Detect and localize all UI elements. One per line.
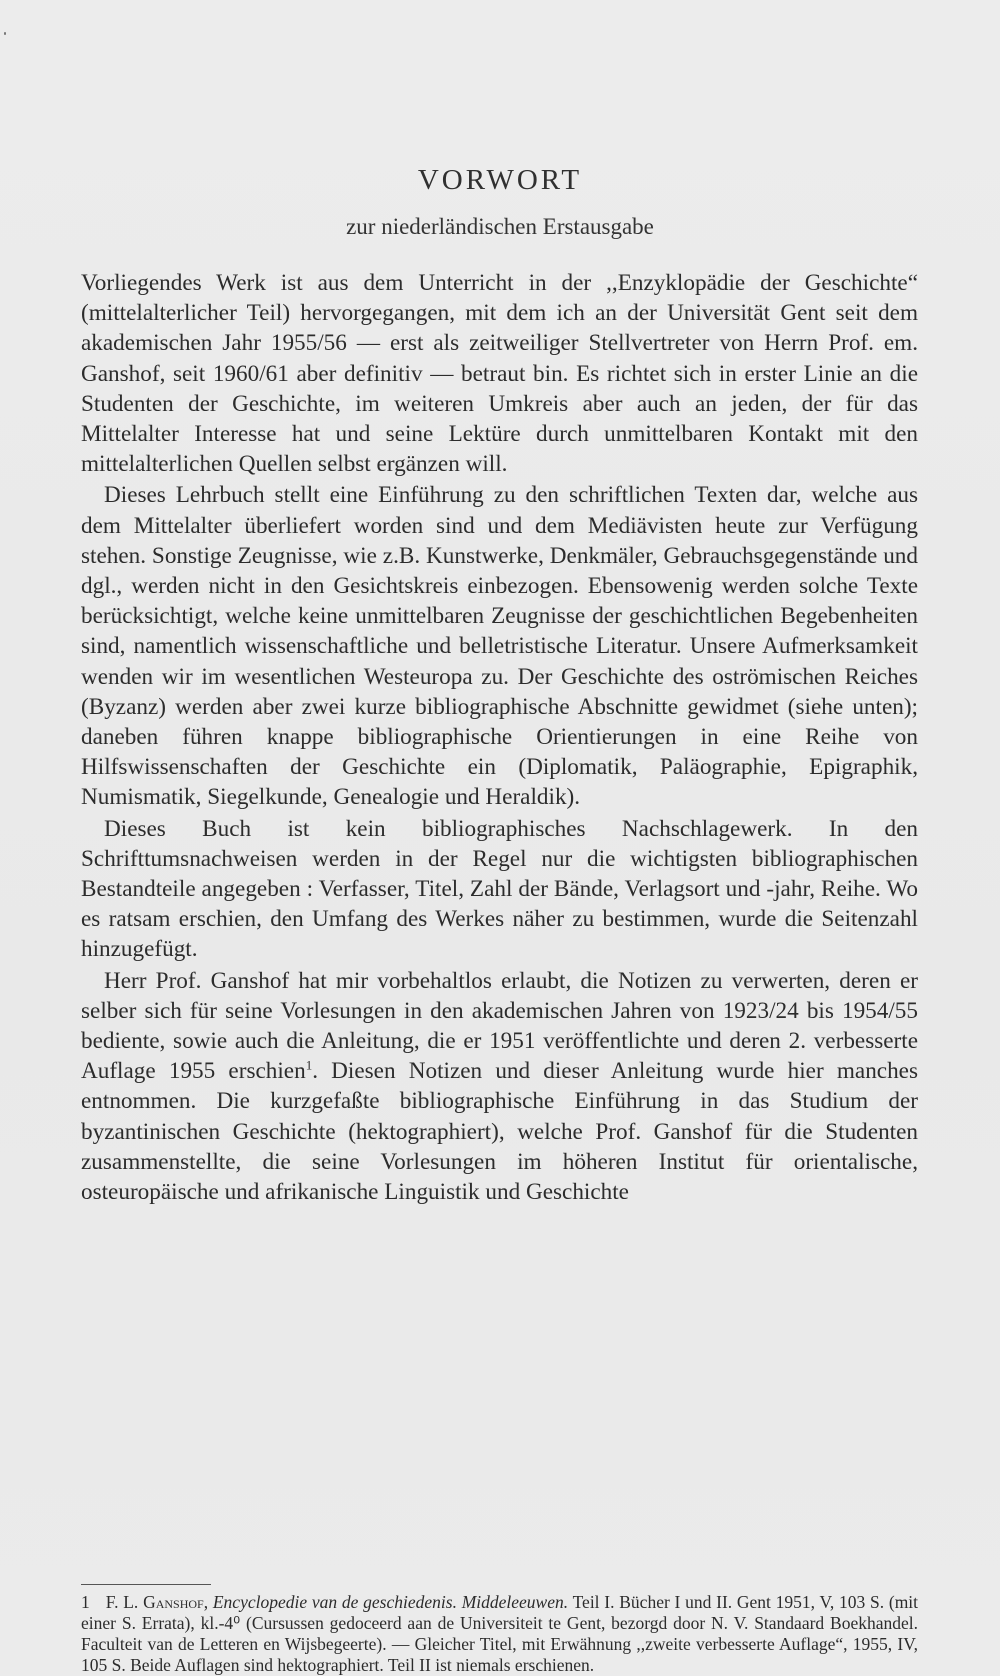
footnote-number: 1 [81,1592,90,1612]
paragraph-1: Vorliegendes Werk ist aus dem Unterricht in der ,,Enzyklopädie der Geschichte“ (mittelalterlicher Teil) hervorgegangen, mit dem ich an der Universität Gent seit dem akademischen Jahr 1955/56 — erst als zeitweiliger Stellvertreter von Herrn Prof. em. Ganshof, seit 1960/61 aber definitiv — betraut bin. Es richtet sich in erster Linie an die Studenten der Geschichte, im weiteren Umkreis aber auch an jeden, der für das Mittelalter Interesse hat und seine Lektüre durch unmittelbaren Kontakt mit den mittelalterlichen Quellen selbst ergänzen will. [81,270,918,478]
footnote-divider [81,1584,211,1585]
footnote-1 [81,1592,918,1676]
scan-speck [4,32,6,35]
paragraph-2: Dieses Lehrbuch stellt eine Einführung zu den schriftlichen Texten dar, welche aus dem Mittelalter überliefert worden sind und dem Mediävisten heute zur Verfügung stehen. Sonstige Zeugnisse, wie z.B. Kunstwerke, Denkmäler, Gebrauchsgegenstände und dgl., werden nicht in den Gesichtskreis einbezogen. Ebensowenig werden solche Texte berücksichtigt, welche keine unmittelbaren Zeugnisse der geschichtlichen Begebenheiten sind, namentlich wissenschaftliche und belletristische Literatur. Unsere Aufmerksamkeit wenden wir im wesentlichen Westeuropa zu. Der Geschichte des oströmischen Reiches (Byzanz) werden aber zwei kurze bibliographische Abschnitte gewidmet (siehe unten); daneben führen knappe bibliographische Orientierungen in eine Reihe von Hilfswissenschaften der Geschichte ein (Diplomatik, Paläographie, Epigraphik, Numismatik, Siegelkunde, Genealogie und Heraldik). [81,482,918,811]
paragraph-4-rest: . Diesen Notizen und dieser Anleitung wurde hier manches entnommen. Die kurzgefaßte bibliographische Einführung in das Studium der byzantinischen Geschichte (hektographiert), welche Prof. Ganshof für die Studenten zusammenstellte, die seine Vorlesungen im höheren Institut für orientalische, osteuropäische und afrikanische Linguistik und Geschichte [81,1058,918,1206]
footnote-author-initials: F. L. [105,1592,139,1612]
paragraph-4 [81,966,918,1208]
footnotes [81,1592,918,1676]
footnote-ref: 1 [305,1057,313,1073]
footnote-author-name: Ganshof, [143,1592,209,1612]
body-text [81,268,918,1208]
footnote-work-title: Encyclopedie van de geschiedenis. Middeleeuwen. [212,1592,569,1612]
paragraph-3: Dieses Buch ist kein bibliographisches Nachschlagewerk. In den Schrifttumsnachweisen werden in der Regel nur die wichtigsten bibliographischen Bestandteile angegeben : Verfasser, Titel, Zahl der Bände, Verlagsort und -jahr, Reihe. Wo es ratsam erschien, den Umfang des Werkes näher zu bestimmen, wurde die Seitenzahl hinzugefügt. [81,815,918,963]
page-title: VORWORT [417,164,583,196]
footnote-text: Teil I. Bücher I und II. Gent 1951, V, 103 S. (mit einer S. Errata), kl.-4⁰ (Cursussen gedoceerd aan de Universiteit te Gent, bezorgd door N. V. Standaard Boekhandel. Faculteit van de Letteren en Wijsbegeerte). — Gleicher Titel, mit Erwähnung ,,zweite verbesserte Auflage“, 1955, IV, 105 S. Beide Auflagen sind hektographiert. Teil II ist niemals erschienen. [81,1592,919,1675]
page-subtitle: zur niederländischen Erstausgabe [346,214,654,239]
paragraph-4-text: Herr Prof. Ganshof hat mir vorbehaltlos erlaubt, die Notizen zu verwerten, deren er selber sich für seine Vorlesungen in den akademischen Jahren von 1923/24 bis 1954/55 bediente, sowie auch die Anleitung, die er 1951 veröffentlichte und deren 2. verbesserte Auflage 1955 erschien [81,967,918,1085]
